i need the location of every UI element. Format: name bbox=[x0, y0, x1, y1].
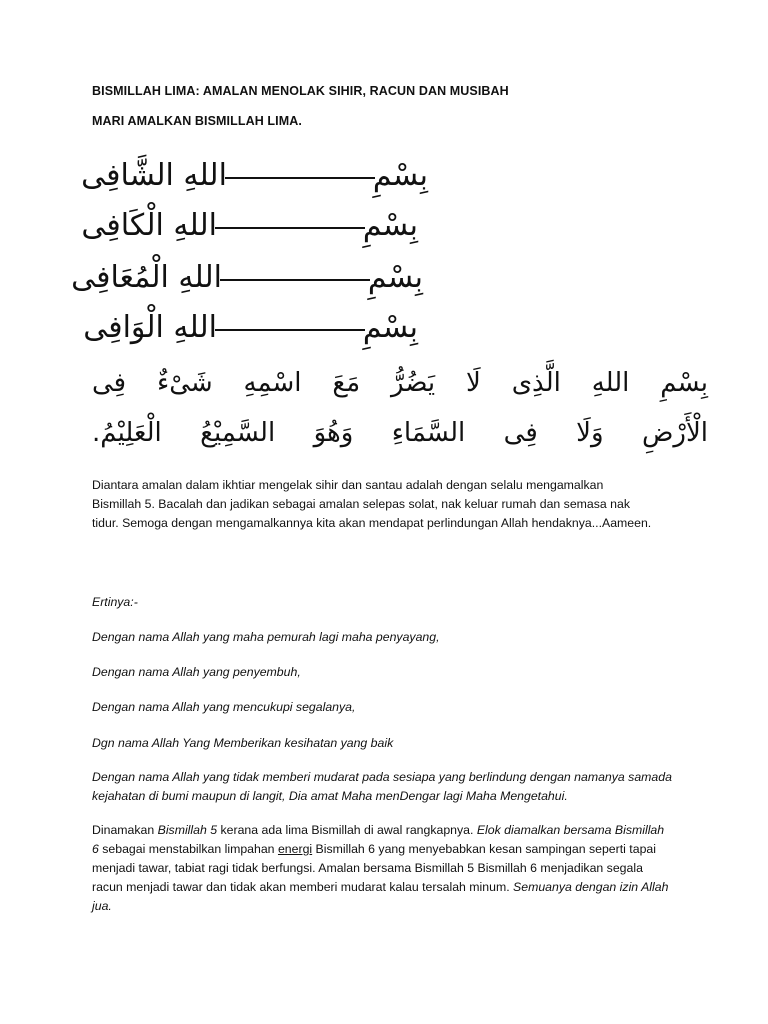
closing-text: Dinamakan bbox=[92, 823, 158, 837]
document-title: BISMILLAH LIMA: AMALAN MENOLAK SIHIR, RACUN DAN MUSIBAH bbox=[92, 84, 509, 98]
bismillah-line bbox=[81, 208, 418, 243]
kashida-stroke bbox=[220, 279, 370, 281]
translation-label: Ertinya:- bbox=[92, 595, 138, 609]
bismillah-name: اللهِ الشَّافِى bbox=[81, 158, 227, 193]
intro-paragraph: Diantara amalan dalam ikhtiar mengelak sihir dan santau adalah dengan selalu mengamalkan Bismillah 5. Bacalah dan jadikan sebagai amalan selepas solat, nak keluar rumah dan semasa nak tidur. Semoga dengan mengamalkannya kita akan mendapat perlindungan Allah hendaknya...Aameen. bbox=[92, 478, 652, 530]
closing-emphasis: Bismillah 5 bbox=[157, 823, 218, 837]
translation-line: Dgn nama Allah Yang Memberikan kesihatan yang baik bbox=[92, 736, 394, 750]
closing-paragraph bbox=[92, 821, 672, 916]
translation-line: Dengan nama Allah yang mencukupi segalanya, bbox=[92, 700, 356, 714]
bismillah-line bbox=[81, 158, 428, 193]
bismillah-name: اللهِ الْكَافِى bbox=[81, 208, 217, 243]
bismillah-start: بِسْمِ bbox=[362, 208, 418, 243]
bismillah-start: بِسْمِ bbox=[367, 260, 423, 295]
bismillah-line bbox=[83, 310, 418, 345]
bismillah-start: بِسْمِ bbox=[362, 310, 418, 345]
closing-text: kerana ada lima Bismillah di awal rangkapnya. bbox=[217, 823, 477, 837]
arabic-dua-line-1: بِسْمِ اللهِ الَّذِى لَا يَضُرُّ مَعَ اسْمِهِ شَىْءٌ فِى bbox=[92, 368, 708, 398]
translation-line: Dengan nama Allah yang penyembuh, bbox=[92, 665, 301, 679]
kashida-stroke bbox=[215, 227, 365, 229]
kashida-stroke bbox=[215, 329, 365, 331]
bismillah-line bbox=[71, 260, 423, 295]
closing-text: sebagai menstabilkan limpahan bbox=[98, 842, 278, 856]
bismillah-name: اللهِ الْمُعَافِى bbox=[71, 260, 222, 295]
arabic-dua-line-2: الْأَرْضِ وَلَا فِى السَّمَاءِ وَهُوَ السَّمِيْعُ الْعَلِيْمُ. bbox=[92, 418, 708, 448]
closing-text: Bismillah 6 yang menyebabkan kesan sampingan seperti tapai menjadi tawar, tabiat ragi tidak berfungsi. Amalan bersama Bismillah 5 Bismillah 6 menjadikan segala racun menjadi tawar dan tidak akan memberi mudarat kalau tersalah minum. bbox=[92, 842, 656, 894]
underlined-word: energi bbox=[277, 842, 313, 856]
closing-emphasis: Semuanya dengan izin Allah jua. bbox=[92, 880, 669, 913]
kashida-stroke bbox=[225, 177, 375, 179]
translation-line: Dengan nama Allah yang tidak memberi mudarat pada sesiapa yang berlindung dengan namanya samada kejahatan di bumi maupun di langit, Dia amat Maha menDengar lagi Maha Mengetahui. bbox=[92, 770, 672, 803]
bismillah-start: بِسْمِ bbox=[372, 158, 428, 193]
translation-line: Dengan nama Allah yang maha pemurah lagi maha penyayang, bbox=[92, 630, 440, 644]
bismillah-name: اللهِ الْوَافِى bbox=[83, 310, 217, 345]
closing-emphasis: Elok diamalkan bersama Bismillah 6 bbox=[92, 823, 665, 856]
document-subtitle: MARI AMALKAN BISMILLAH LIMA. bbox=[92, 114, 302, 128]
